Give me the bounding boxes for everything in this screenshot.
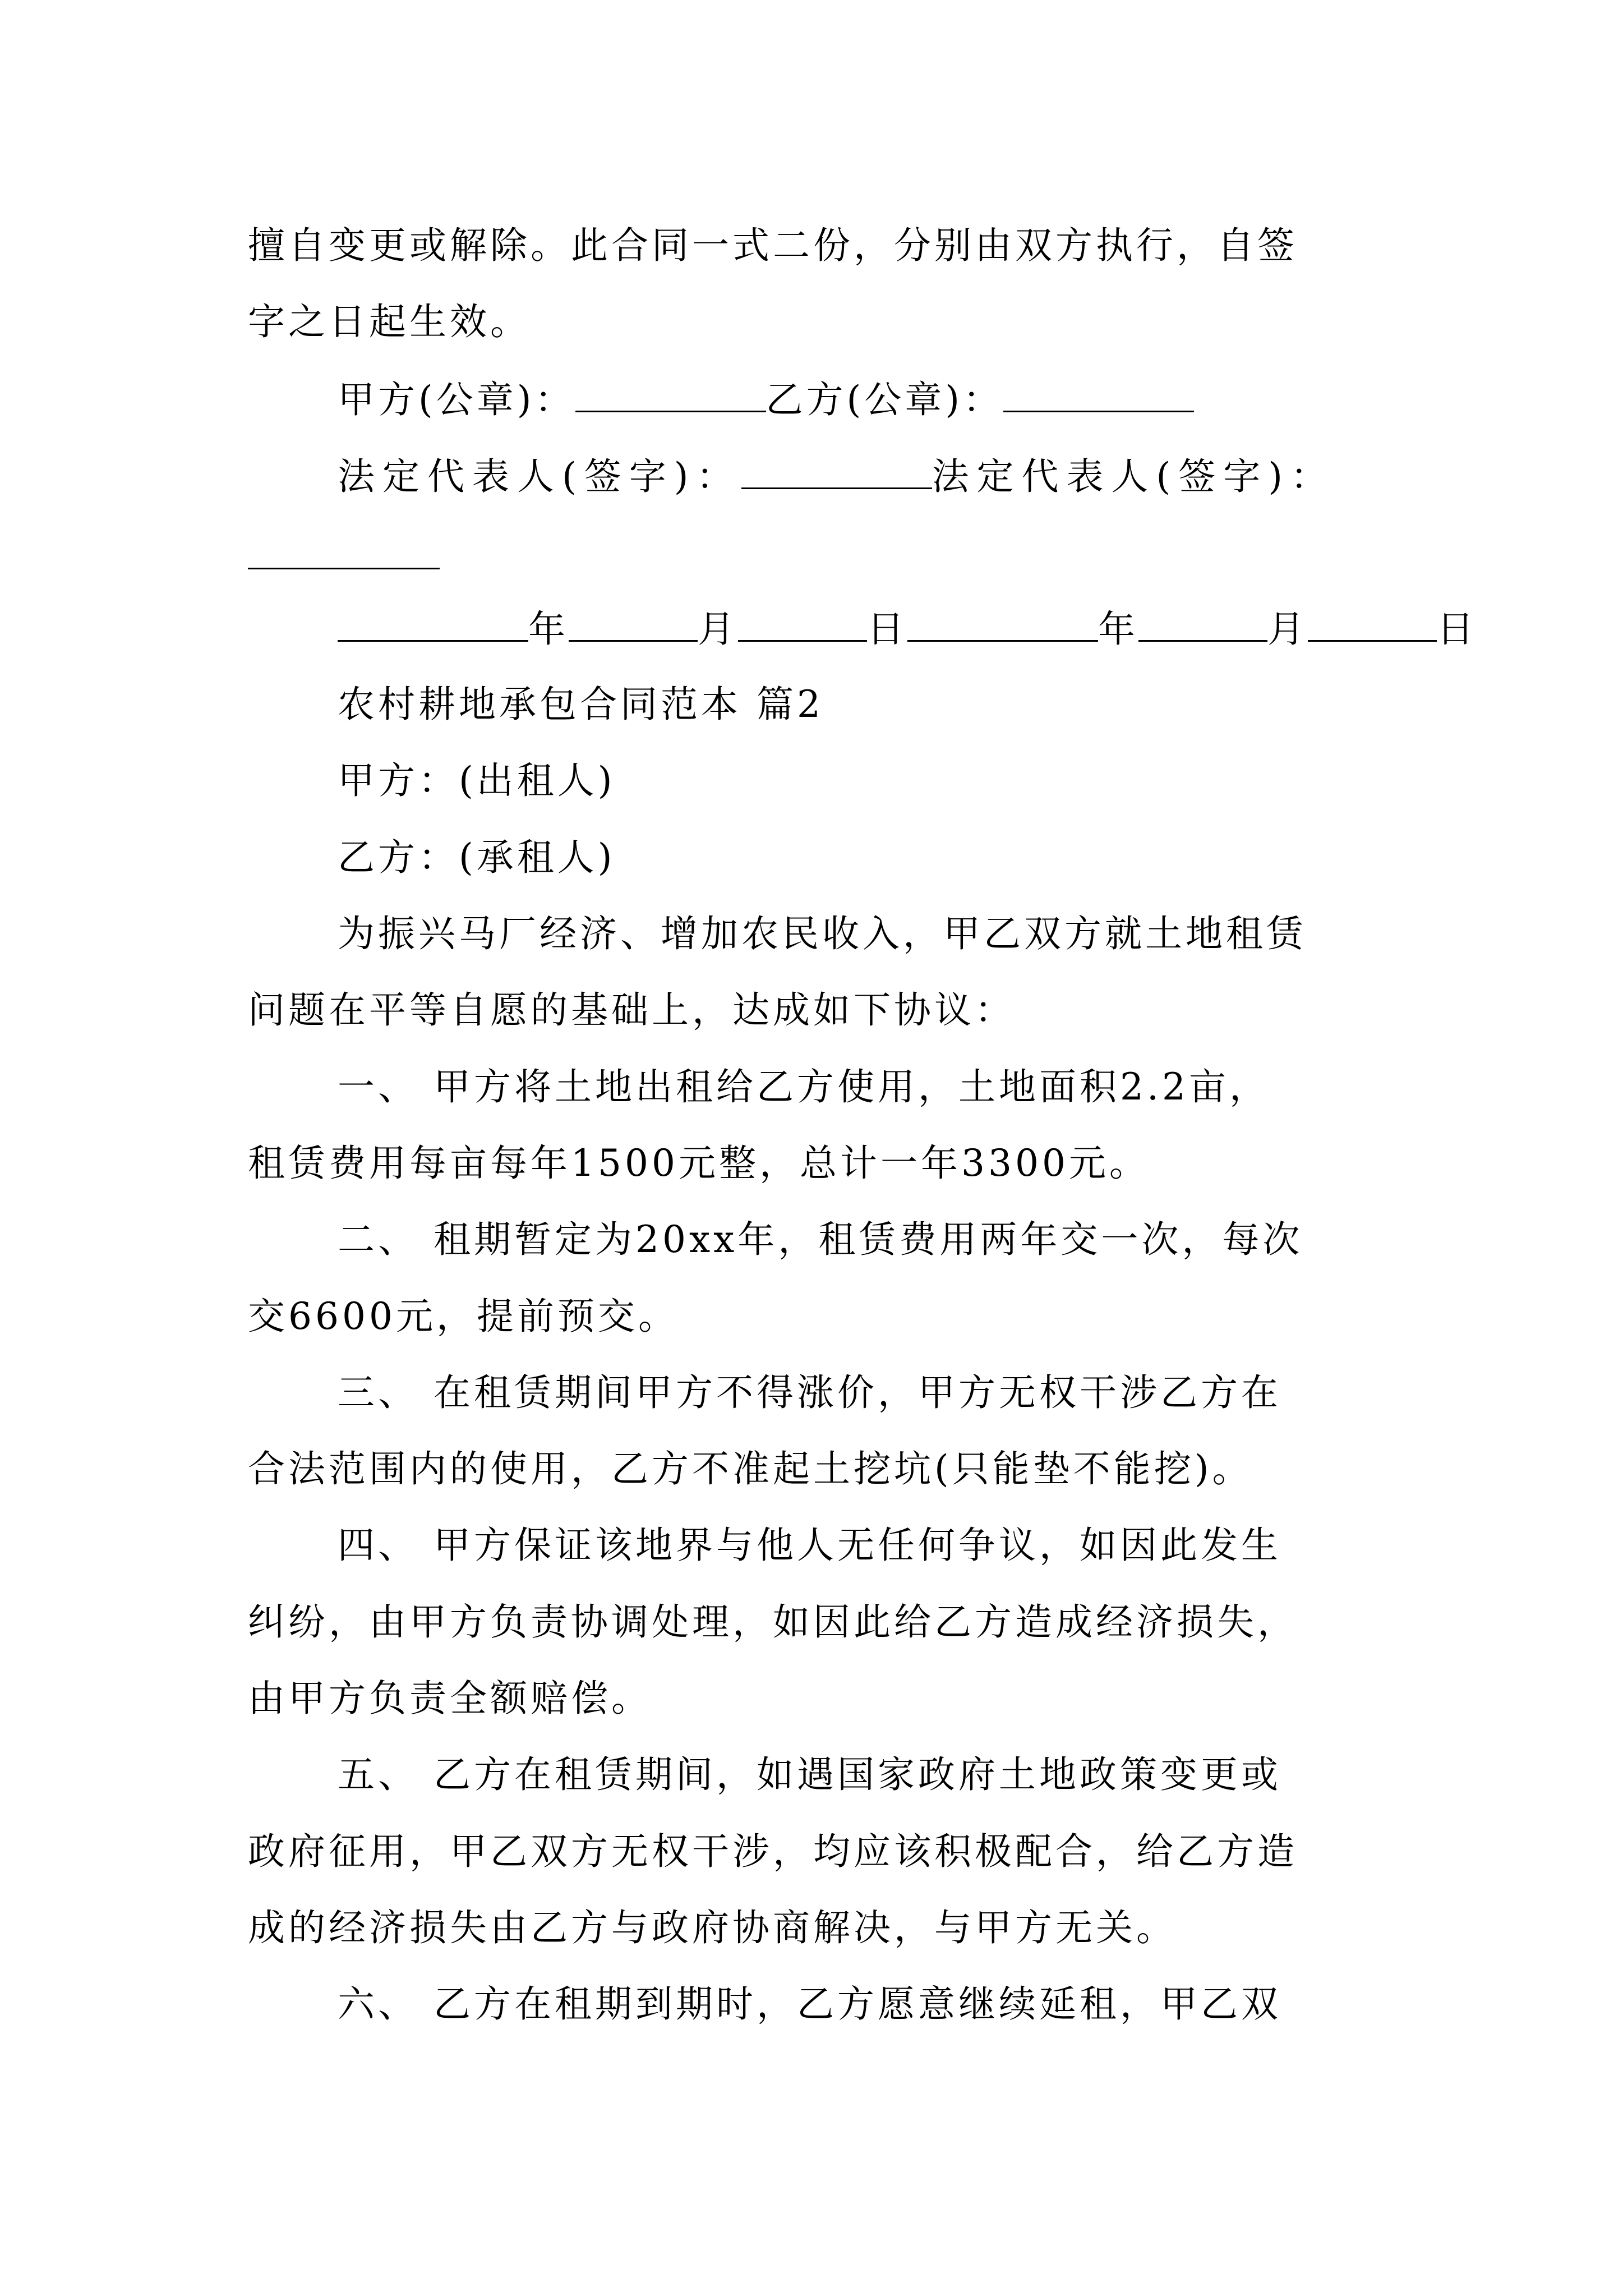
clause-5-line: 政府征用，甲乙双方无权干涉，均应该积极配合，给乙方造	[248, 1830, 1298, 1873]
date-line	[338, 603, 1477, 655]
party-b-seal-blank	[1003, 374, 1194, 412]
clause-3-line: 合法范围内的使用，乙方不准起土挖坑(只能垫不能挖)。	[248, 1447, 1253, 1490]
date-day-label-a: 日	[867, 608, 907, 651]
party-a-rep-blank	[741, 450, 932, 489]
clause-4-line: 纠纷，由甲方负责协调处理，如因此给乙方造成经济损失，	[248, 1600, 1298, 1644]
party-a-seal-line	[338, 374, 1194, 425]
section-title: 农村耕地承包合同范本 篇2	[338, 683, 824, 726]
date-month-label-b: 月	[1267, 608, 1308, 651]
date-day-blank-a	[738, 603, 867, 642]
party-a-line: 甲方：(出租人)	[338, 759, 616, 802]
clause-3-line: 三、 在租赁期间甲方不得涨价，甲方无权干涉乙方在	[338, 1371, 1281, 1414]
legal-rep-line	[338, 450, 1335, 502]
party-b-rep-label: 法定代表人(签字)：	[932, 455, 1335, 498]
date-month-label-a: 月	[698, 608, 738, 651]
paragraph-line: 问题在平等自愿的基础上，达成如下协议：	[248, 988, 1015, 1032]
paragraph-line: 擅自变更或解除。此合同一式二份，分别由双方执行，自签	[248, 224, 1298, 267]
clause-2-line: 交6600元，提前预交。	[248, 1295, 679, 1338]
clause-5-line: 五、 乙方在租赁期间，如遇国家政府土地政策变更或	[338, 1753, 1281, 1796]
date-year-blank-a	[338, 603, 528, 642]
clause-4-line: 由甲方负责全额赔偿。	[248, 1677, 652, 1720]
date-day-blank-b	[1308, 603, 1437, 642]
clause-6-line: 六、 乙方在租期到期时，乙方愿意继续延租，甲乙双	[338, 1982, 1281, 2026]
clause-4-line: 四、 甲方保证该地界与他人无任何争议，如因此发生	[338, 1524, 1281, 1567]
party-b-rep-blank	[248, 568, 440, 569]
date-year-label-a: 年	[528, 608, 569, 651]
clause-1-line: 租赁费用每亩每年1500元整，总计一年3300元。	[248, 1142, 1150, 1185]
date-day-label-b: 日	[1437, 608, 1477, 651]
paragraph-line: 字之日起生效。	[248, 300, 531, 343]
date-month-blank-b	[1138, 603, 1267, 642]
date-month-blank-a	[569, 603, 698, 642]
clause-2-line: 二、 租期暂定为20xx年，租赁费用两年交一次，每次	[338, 1218, 1303, 1261]
date-year-label-b: 年	[1098, 608, 1138, 651]
party-a-rep-label: 法定代表人(签字)：	[338, 455, 741, 498]
party-a-seal-blank	[575, 374, 766, 412]
date-year-blank-b	[907, 603, 1098, 642]
party-b-line: 乙方：(承租人)	[338, 836, 616, 879]
party-b-seal-label: 乙方(公章)：	[766, 378, 1003, 421]
clause-1-line: 一、 甲方将土地出租给乙方使用，土地面积2.2亩，	[338, 1065, 1270, 1108]
clause-5-line: 成的经济损失由乙方与政府协商解决，与甲方无关。	[248, 1906, 1177, 1949]
party-a-seal-label: 甲方(公章)：	[338, 378, 575, 421]
paragraph-line: 为振兴马厂经济、增加农民收入，甲乙双方就土地租赁	[338, 912, 1307, 955]
